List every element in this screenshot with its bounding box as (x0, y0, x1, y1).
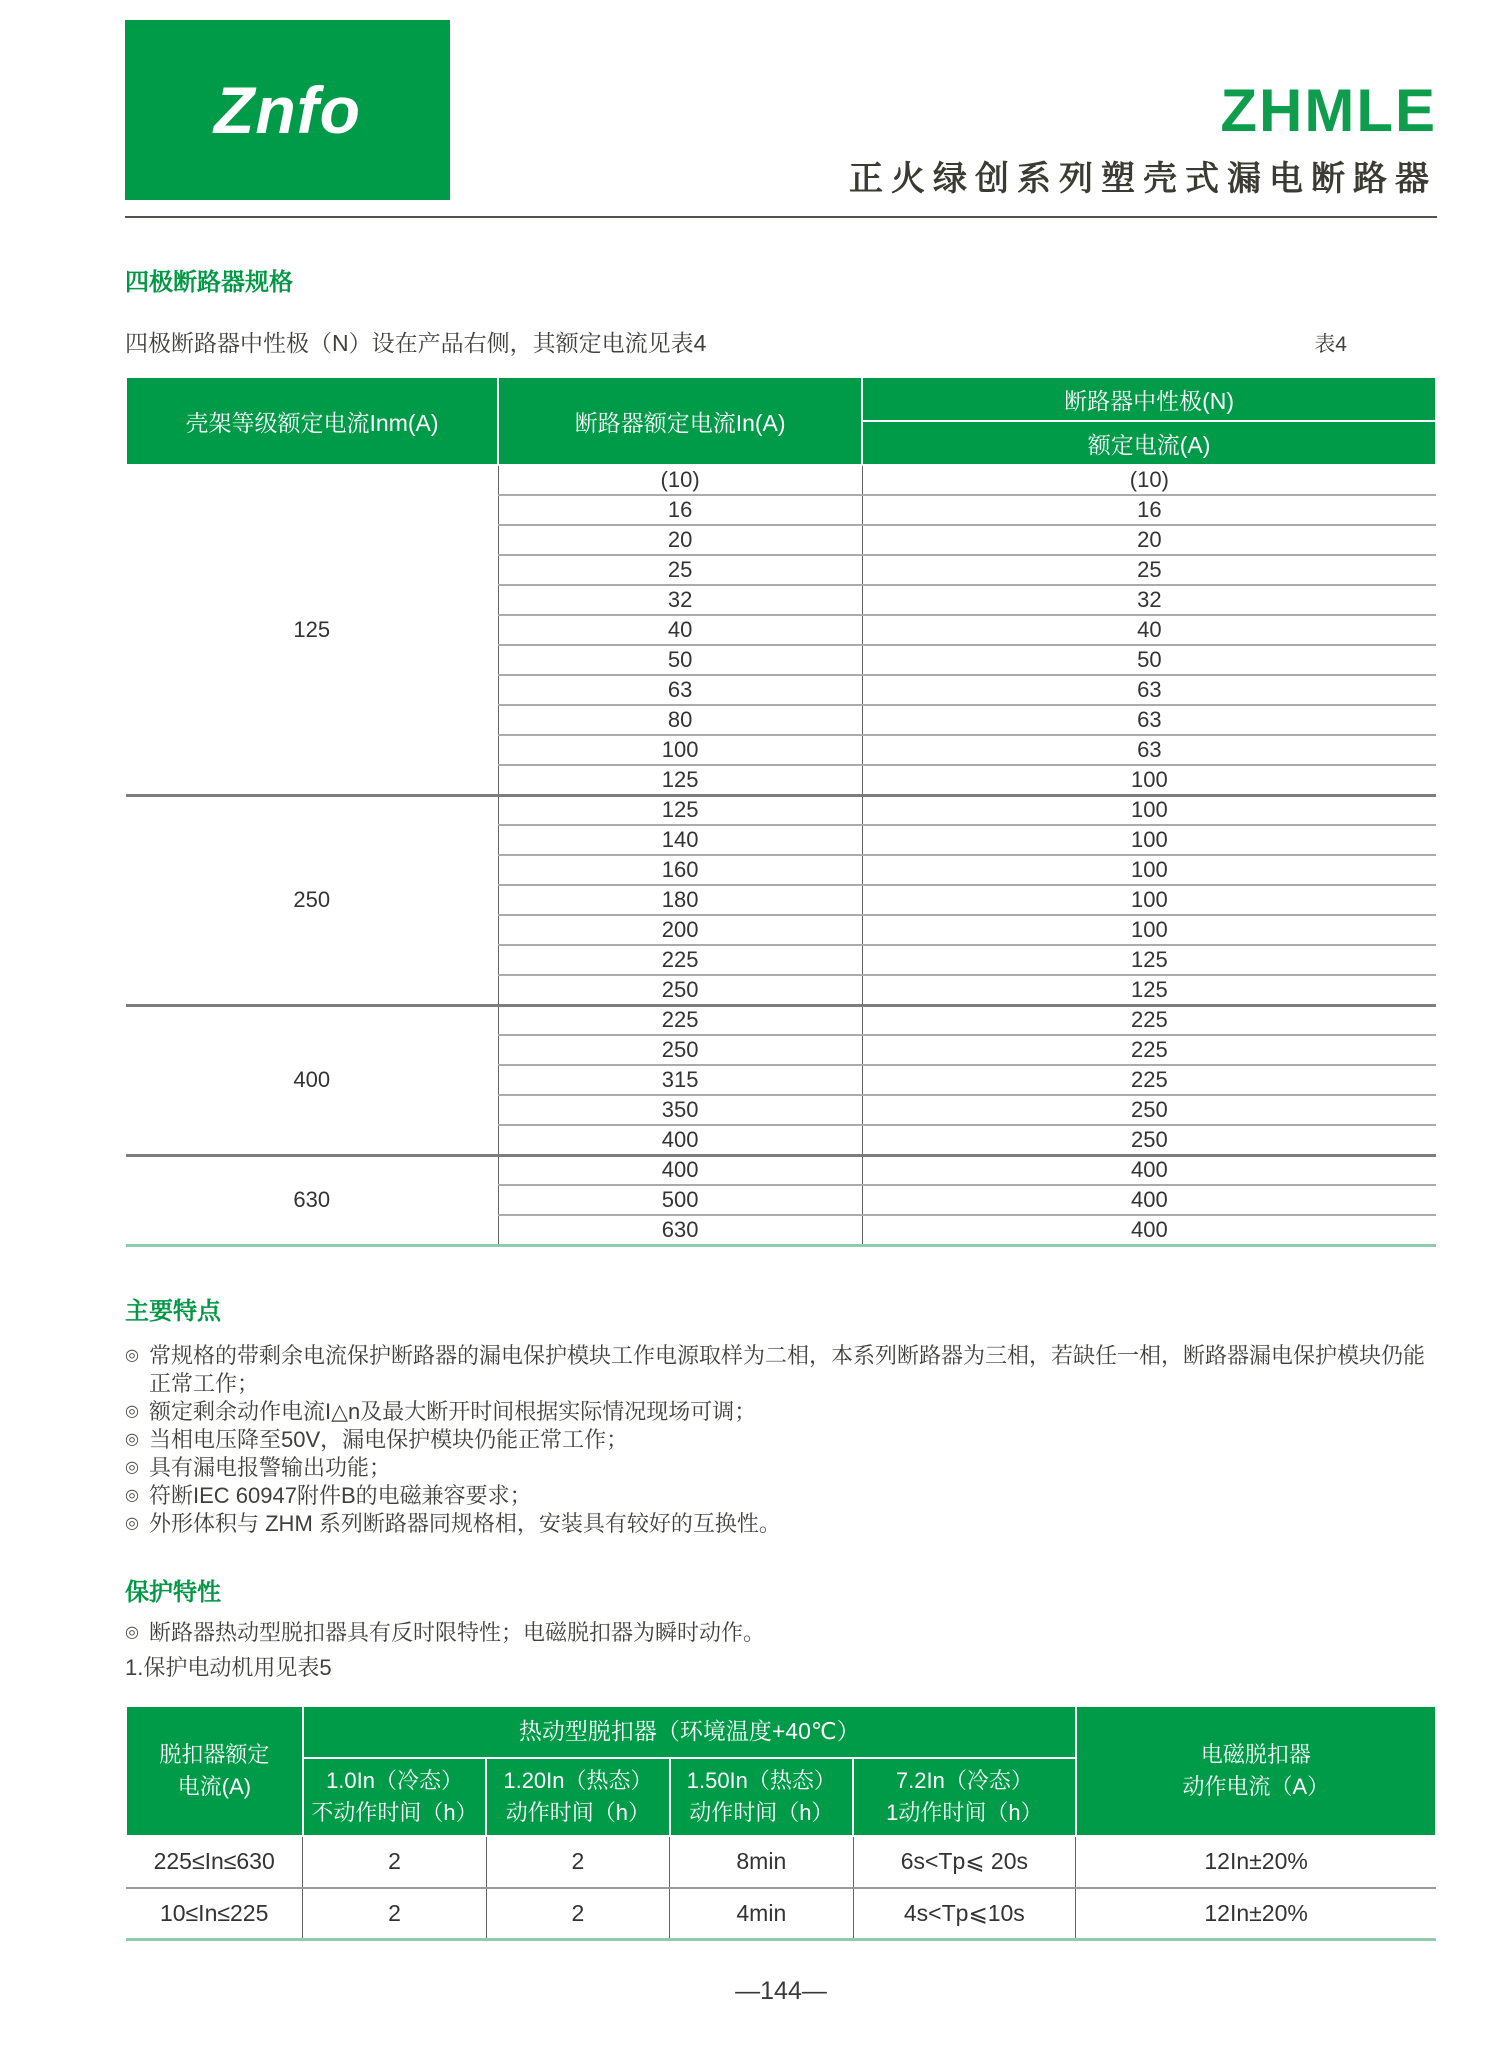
frame-rating-header: 壳架等级额定电流Inm(A) (126, 377, 498, 465)
product-model: ZHMLE (1220, 77, 1437, 144)
page-header (125, 20, 1437, 200)
bullet-icon: ◎ (125, 1430, 139, 1448)
product-subtitle: 正火绿创系列塑壳式漏电断路器 (849, 160, 1437, 198)
section-title-specs: 四极断路器规格 (125, 269, 293, 296)
table-row (126, 1155, 1436, 1185)
neutral-rating-cell: 100 (862, 825, 1436, 855)
cold-trip-time-72-cell: 4s<Tp⩽10s (853, 1888, 1076, 1940)
neutral-rating-cell: 100 (862, 795, 1436, 825)
neutral-rating-cell: 125 (862, 945, 1436, 975)
bullet-icon: ◎ (125, 1623, 139, 1641)
thermal-release-group-header: 热动型脱扣器（环境温度+40℃） (303, 1706, 1076, 1758)
feature-item (125, 1510, 1437, 1538)
neutral-rating-cell: 32 (862, 585, 1436, 615)
brand-logo-text: Znfo (214, 73, 361, 147)
neutral-rating-cell: 63 (862, 705, 1436, 735)
breaker-rating-cell: 32 (498, 585, 862, 615)
magnetic-release-header-line2: 动作电流（A） (1182, 1773, 1330, 1799)
features-list (125, 1342, 1437, 1538)
neutral-rating-cell: 250 (862, 1125, 1436, 1155)
breaker-rating-cell: 63 (498, 675, 862, 705)
feature-text: 外形体积与 ZHM 系列断路器同规格相，安装具有较好的互换性。 (149, 1510, 781, 1536)
intro-row (125, 325, 1437, 358)
bullet-icon: ◎ (125, 1458, 139, 1476)
table-row (126, 795, 1436, 825)
breaker-rating-cell: 400 (498, 1125, 862, 1155)
neutral-rating-cell: 20 (862, 525, 1436, 555)
frame-rating-cell: 125 (293, 616, 331, 642)
breaker-rating-cell: 630 (498, 1215, 862, 1245)
breaker-rating-cell: 25 (498, 555, 862, 585)
cold-no-trip-time-cell: 2 (303, 1888, 486, 1940)
neutral-rating-cell: 25 (862, 555, 1436, 585)
cold-no-trip-time-cell: 2 (303, 1836, 486, 1888)
breaker-rating-cell: 80 (498, 705, 862, 735)
hot-trip-time-120-cell: 2 (486, 1836, 669, 1888)
feature-text: 额定剩余动作电流I△n及最大断开时间根据实际情况现场可调； (149, 1398, 757, 1424)
breaker-rating-cell: 16 (498, 495, 862, 525)
feature-text: 当相电压降至50V，漏电保护模块仍能正常工作； (149, 1426, 629, 1452)
brand-logo (125, 20, 450, 200)
trip-characteristics-table (125, 1705, 1437, 1942)
magnetic-release-header (1076, 1706, 1436, 1836)
neutral-rating-cell: 400 (862, 1185, 1436, 1215)
magnetic-release-header-line1: 电磁脱扣器 (1200, 1741, 1311, 1767)
neutral-rating-cell: 40 (862, 615, 1436, 645)
header-title-block (849, 77, 1437, 200)
table-row (126, 1888, 1436, 1940)
bullet-icon: ◎ (125, 1486, 139, 1504)
protection-note: 1.保护电动机用见表5 (125, 1654, 332, 1680)
feature-text: 符断IEC 60947附件B的电磁兼容要求； (149, 1482, 532, 1508)
feature-text: 常规格的带剩余电流保护断路器的漏电保护模块工作电源取样为二相，本系列断路器为三相，若缺任一相，断路器漏电保护模块仍能正常工作； (149, 1342, 1426, 1396)
bullet-icon: ◎ (125, 1346, 139, 1364)
ratings-table-header (126, 377, 1436, 465)
neutral-rating-cell: 100 (862, 915, 1436, 945)
feature-item (125, 1342, 1437, 1398)
neutral-rating-cell: 100 (862, 885, 1436, 915)
breaker-rating-cell: 400 (498, 1155, 862, 1185)
neutral-rating-cell: 225 (862, 1065, 1436, 1095)
breaker-rating-cell: 350 (498, 1095, 862, 1125)
section-title-protection: 保护特性 (125, 1578, 221, 1606)
feature-text: 具有漏电报警输出功能； (149, 1454, 392, 1480)
breaker-rating-cell: 160 (498, 855, 862, 885)
neutral-rating-cell: 63 (862, 735, 1436, 765)
intro-text: 四极断路器中性极（N）设在产品右侧，其额定电流见表4 (125, 330, 707, 356)
breaker-rating-cell: 100 (498, 735, 862, 765)
hot-trip-time-150-cell: 8min (670, 1836, 853, 1888)
trip-current-range-cell: 10≤In≤225 (126, 1888, 303, 1940)
magnetic-trip-current-cell: 12In±20% (1076, 1888, 1436, 1940)
trip-current-header-line2: 电流(A) (177, 1773, 252, 1799)
hot-trip-time-150-cell: 4min (670, 1888, 853, 1940)
table-row (126, 1836, 1436, 1888)
cold-trip-time-72-cell: 6s<Tp⩽ 20s (853, 1836, 1076, 1888)
frame-rating-cell: 630 (126, 1155, 498, 1245)
breaker-rating-cell: 180 (498, 885, 862, 915)
section-title-features: 主要特点 (125, 1297, 221, 1325)
breaker-rating-cell: 125 (498, 795, 862, 825)
neutral-rating-cell: 50 (862, 645, 1436, 675)
feature-item (125, 1398, 1437, 1426)
breaker-rating-cell: (10) (498, 465, 862, 495)
neutral-rating-cell: 16 (862, 495, 1436, 525)
page-number: —144— (735, 1977, 827, 2005)
neutral-rating-cell: 125 (862, 975, 1436, 1005)
neutral-rating-cell: 100 (862, 855, 1436, 885)
neutral-pole-header: 断路器中性极(N) (862, 377, 1436, 421)
neutral-rating-cell: 250 (862, 1095, 1436, 1125)
frame-rating-cell: 400 (126, 1005, 498, 1155)
breaker-rating-cell: 140 (498, 825, 862, 855)
breaker-rating-cell: 225 (498, 945, 862, 975)
trip-current-header-line1: 脱扣器额定 (159, 1741, 270, 1767)
neutral-rated-current-header: 额定电流(A) (862, 421, 1436, 465)
hot-trip-120-header: 1.20In（热态） 动作时间（h） (486, 1758, 669, 1836)
protection-item (125, 1619, 1437, 1647)
table-row (126, 465, 1436, 495)
breaker-rating-cell: 20 (498, 525, 862, 555)
trip-current-header (126, 1706, 303, 1836)
cold-trip-72-header: 7.2In（冷态） 1动作时间（h） (853, 1758, 1076, 1836)
protection-text: 断路器热动型脱扣器具有反时限特性；电磁脱扣器为瞬时动作。 (149, 1619, 766, 1645)
feature-item (125, 1482, 1437, 1510)
frame-rating-cell: 250 (126, 795, 498, 1005)
breaker-rating-cell: 315 (498, 1065, 862, 1095)
breaker-rating-header: 断路器额定电流In(A) (498, 377, 862, 465)
trip-current-range-cell: 225≤In≤630 (153, 1848, 275, 1874)
breaker-rating-cell: 250 (498, 975, 862, 1005)
neutral-rating-cell: 400 (862, 1215, 1436, 1245)
bullet-icon: ◎ (125, 1514, 139, 1532)
magnetic-trip-current-cell: 12In±20% (1076, 1836, 1436, 1888)
breaker-rating-cell: 225 (498, 1005, 862, 1035)
breaker-rating-cell: 250 (498, 1035, 862, 1065)
neutral-rating-cell: 63 (862, 675, 1436, 705)
neutral-rating-cell: 400 (862, 1155, 1436, 1185)
neutral-rating-cell: 225 (862, 1005, 1436, 1035)
table-row (126, 1005, 1436, 1035)
feature-item (125, 1426, 1437, 1454)
neutral-rating-cell: 100 (862, 765, 1436, 795)
cold-no-trip-header: 1.0In（冷态） 不动作时间（h） (303, 1758, 486, 1836)
breaker-rating-cell: 500 (498, 1185, 862, 1215)
ratings-table-body (126, 465, 1436, 1245)
bullet-icon: ◎ (125, 1402, 139, 1420)
breaker-rating-cell: 50 (498, 645, 862, 675)
hot-trip-150-header: 1.50In（热态） 动作时间（h） (670, 1758, 853, 1836)
trip-table-header (126, 1706, 1436, 1836)
feature-item (125, 1454, 1437, 1482)
trip-table-body (126, 1836, 1436, 1940)
breaker-rating-cell: 200 (498, 915, 862, 945)
breaker-rating-cell: 125 (498, 765, 862, 795)
hot-trip-time-120-cell: 2 (486, 1888, 669, 1940)
ratings-table (125, 376, 1437, 1247)
header-divider (125, 216, 1437, 218)
breaker-rating-cell: 40 (498, 615, 862, 645)
neutral-rating-cell: 225 (862, 1035, 1436, 1065)
neutral-rating-cell: (10) (862, 465, 1436, 495)
table4-label: 表4 (1314, 333, 1347, 356)
